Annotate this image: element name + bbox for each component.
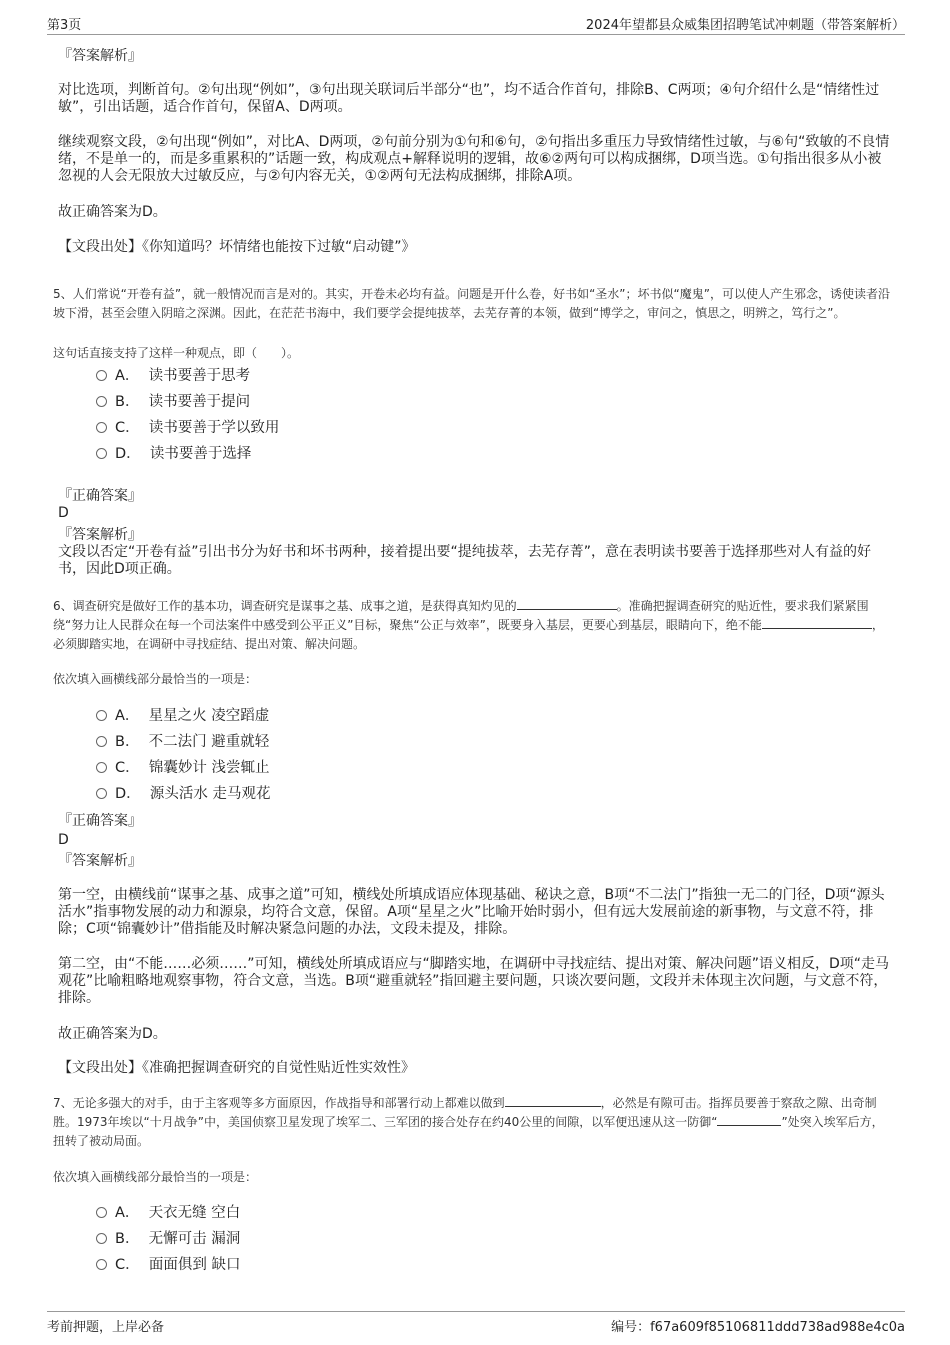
- radio-icon[interactable]: [96, 762, 107, 773]
- footer-slogan: 考前押题，上岸必备: [47, 1320, 165, 1335]
- q7-option-b[interactable]: B． 无懈可击 漏洞: [96, 1229, 240, 1249]
- q6-analysis-p3: 故正确答案为D。: [58, 1026, 167, 1042]
- q6-blank-1: [517, 598, 617, 610]
- q7-option-c[interactable]: C． 面面俱到 缺口: [96, 1255, 240, 1275]
- q7-ask: 依次填入画横线部分最恰当的一项是：: [53, 1170, 258, 1184]
- q6-blank-2: [762, 617, 872, 629]
- q4-analysis-p2: 继续观察文段，②句出现“例如”，对比A、D两项，②句前分别为①句和⑥句，②句指出多重压力导致情绪性过敏，与⑥句“致敏的不良情绪，不是单一的，而是多重累积的”话题一致，构成观点+解释说明的逻辑，故⑥②两句可以构成捆绑，D项当选。①句指出很多从小被忽视的人会无限放大过敏反应，与②句内容无关，①②两句无法构成捆绑，排除A项。: [58, 134, 890, 184]
- q4-source: 【文段出处】《你知道吗？坏情绪也能按下过敏“启动键”》: [58, 239, 416, 255]
- document-id: 编号：f67a609f85106811ddd738ad988e4c0a: [611, 1320, 905, 1335]
- q6-ask: 依次填入画横线部分最恰当的一项是：: [53, 672, 258, 686]
- q6-option-b[interactable]: B． 不二法门 避重就轻: [96, 732, 269, 752]
- q6-option-a[interactable]: A． 星星之火 凌空蹈虚: [96, 706, 269, 726]
- q4-analysis-title: 『答案解析』: [58, 48, 142, 64]
- radio-icon[interactable]: [96, 1233, 107, 1244]
- q6-answer: D: [58, 832, 69, 848]
- q5-analysis-title: 『答案解析』: [58, 527, 142, 543]
- q7-option-a[interactable]: A． 天衣无缝 空白: [96, 1203, 240, 1223]
- q7-blank-1: [505, 1095, 601, 1107]
- q5-option-b[interactable]: B． 读书要善于提问: [96, 392, 250, 412]
- radio-icon[interactable]: [96, 1259, 107, 1270]
- radio-icon[interactable]: [96, 396, 107, 407]
- radio-icon[interactable]: [96, 736, 107, 747]
- q6-option-c[interactable]: C． 锦囊妙计 浅尝辄止: [96, 758, 269, 778]
- page-header: [47, 12, 905, 35]
- q6-analysis-p1: 第一空，由横线前“谋事之基、成事之道”可知，横线处所填成语应体现基础、秘诀之意，B项“不二法门”指独一无二的门径，D项“源头活水”指事物发展的动力和源泉，均符合文意，保留。A项“星星之火”比喻开始时弱小，但有远大发展前途的新事物，与文意不符，排除；C项“锦囊妙计”借指能及时解决紧急问题的办法，文段未提及，排除。: [58, 887, 885, 937]
- q6-source: 【文段出处】《准确把握调查研究的自觉性贴近性实效性》: [58, 1060, 415, 1076]
- q5-ask: 这句话直接支持了这样一种观点，即（ ）。: [53, 346, 300, 360]
- radio-icon[interactable]: [96, 370, 107, 381]
- radio-icon[interactable]: [96, 788, 107, 799]
- q5-stem: 5、人们常说“开卷有益”，就一般情况而言是对的。其实，开卷未必均有益。问题是开什么卷，好书如“圣水”；坏书似“魔鬼”，可以使人产生邪念，诱使读者沿坡下滑，甚至会堕入阴暗之深渊。因此，在茫茫书海中，我们要学会提纯拔萃，去芜存菁的本领，做到“博学之，审问之，慎思之，明辨之，笃行之”。: [53, 287, 890, 320]
- q4-analysis-p1: 对比选项，判断首句。②句出现“例如”，③句出现关联词后半部分“也”，均不适合作首句，排除B、C两项；④句介绍什么是“情绪性过敏”，引出话题，适合作首句，保留A、D两项。: [58, 82, 880, 115]
- q5-option-a[interactable]: A． 读书要善于思考: [96, 366, 250, 386]
- q6-analysis-title: 『答案解析』: [58, 853, 142, 869]
- q6-option-d[interactable]: D． 源头活水 走马观花: [96, 784, 271, 804]
- q7-stem: 7、无论多强大的对手，由于主客观等多方面原因，作战指导和部署行动上都难以做到 ，必然是有隙可击。指挥员要善于察敌之隙、出奇制胜。1973年埃以“十月战争”中，美国侦察卫星发现了埃军二、三军团的接合处存在约40公里的间隙，以军便迅速从这一防御“ ”处突入埃军后方，扭转了被动局面。: [53, 1096, 884, 1148]
- document-title: 2024年望都县众威集团招聘笔试冲刺题（带答案解析）: [585, 18, 905, 33]
- q5-answer: D: [58, 505, 69, 521]
- q5-option-c[interactable]: C． 读书要善于学以致用: [96, 418, 279, 438]
- q5-analysis: 文段以否定“开卷有益”引出书分为好书和坏书两种，接着提出要“提纯拔萃，去芜存菁”，意在表明读书要善于选择那些对人有益的好书，因此D项正确。: [58, 544, 872, 577]
- radio-icon[interactable]: [96, 710, 107, 721]
- radio-icon[interactable]: [96, 448, 107, 459]
- q4-analysis-p3: 故正确答案为D。: [58, 204, 167, 220]
- q6-answer-title: 『正确答案』: [58, 813, 142, 829]
- q7-blank-2: [717, 1114, 781, 1126]
- q6-stem: 6、调查研究是做好工作的基本功，调查研究是谋事之基、成事之道，是获得真知灼见的 。准确把握调查研究的贴近性，要求我们紧紧围绕“努力让人民群众在每一个司法案件中感受到公平正义”目标，聚焦“公正与效率”，既要身入基层，更要心到基层，眼睛向下，绝不能 ，必须脚踏实地，在调研中寻找症结、提出对策、解决问题。: [53, 599, 884, 651]
- q5-option-d[interactable]: D． 读书要善于选择: [96, 444, 251, 464]
- q6-analysis-p2: 第二空，由“不能……必须……”可知，横线处所填成语应与“脚踏实地，在调研中寻找症结、提出对策、解决问题”语义相反，D项“走马观花”比喻粗略地观察事物，符合文意，当选。B项“避重就轻”指回避主要问题，只谈次要问题，文段并未体现主次问题，与文意不符，排除。: [58, 956, 890, 1006]
- q5-answer-title: 『正确答案』: [58, 488, 142, 504]
- radio-icon[interactable]: [96, 422, 107, 433]
- radio-icon[interactable]: [96, 1207, 107, 1218]
- page-footer: [47, 1311, 905, 1336]
- page-number: 第3页: [47, 18, 82, 33]
